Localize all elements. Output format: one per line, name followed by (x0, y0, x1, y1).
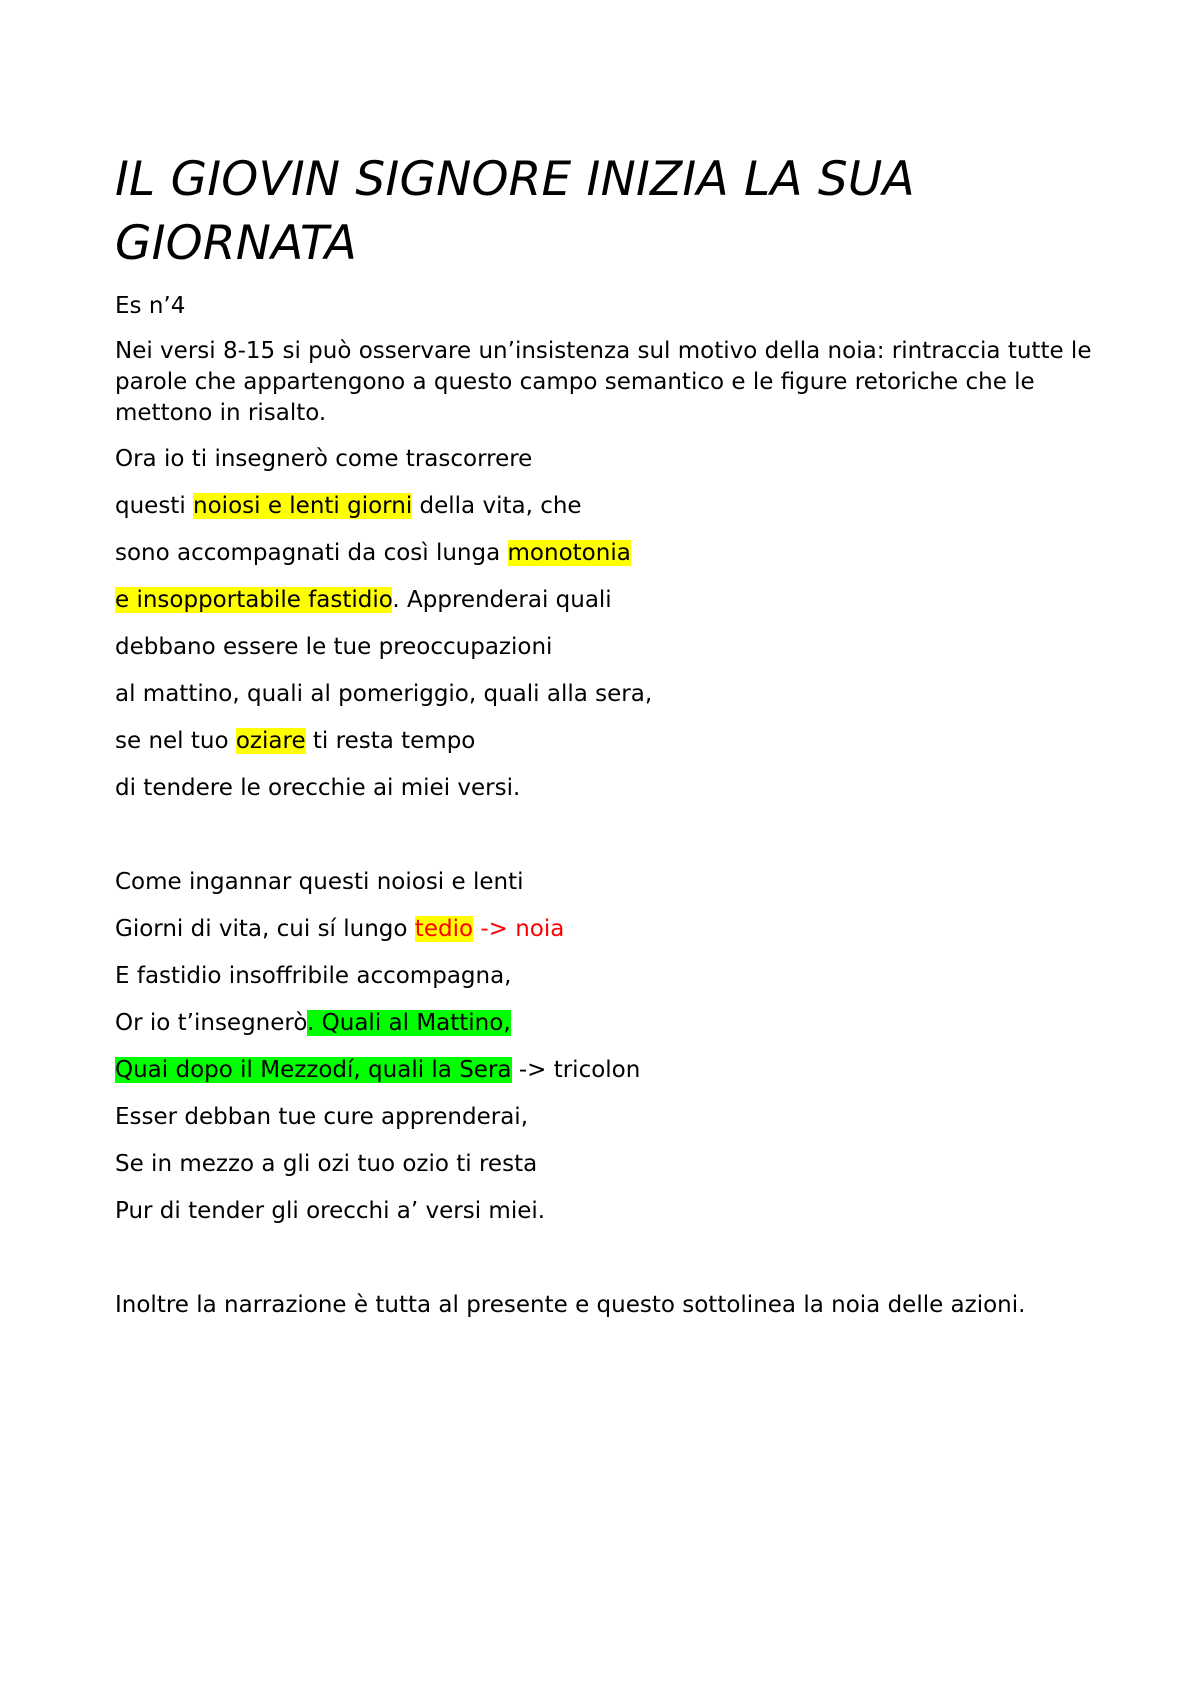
annotation-note: -> tricolon (511, 1057, 641, 1083)
conclusion-text: Inoltre la narrazione è tutta al presente e questo sottolinea la noia delle azioni. (115, 1292, 1026, 1318)
original-line-5 (115, 1054, 640, 1086)
highlight-yellow: oziare (235, 728, 306, 754)
annotation-note: -> noia (473, 916, 565, 942)
verse-text: Come ingannar questi noiosi e lenti (115, 869, 524, 895)
paraphrase-text: debbano essere le tue preoccupazioni (115, 634, 553, 660)
paraphrase-text: della vita, che (412, 493, 582, 519)
verse-text: Se in mezzo a gli ozi tuo ozio ti resta (115, 1151, 538, 1177)
verse-text: E fastidio insoffribile accompagna, (115, 963, 512, 989)
paraphrase-line-1 (115, 443, 532, 475)
paraphrase-text: questi (115, 493, 194, 519)
document-title: IL GIOVIN SIGNORE INIZIA LA SUA GIORNATA (115, 152, 915, 271)
original-line-8 (115, 1195, 545, 1227)
paraphrase-text: sono accompagnati da così lunga (115, 540, 508, 566)
paraphrase-line-4 (115, 584, 612, 616)
paraphrase-line-3 (115, 537, 631, 569)
highlight-yellow: monotonia (507, 540, 631, 566)
highlight-yellow: e insopportabile fastidio (115, 587, 393, 613)
paraphrase-text: al mattino, quali al pomeriggio, quali alla sera, (115, 681, 653, 707)
paraphrase-line-6 (115, 678, 652, 710)
highlight-yellow: noiosi e lenti giorni (193, 493, 413, 519)
paraphrase-text: Ora io ti insegnerò come trascorrere (115, 446, 533, 472)
verse-text: Giorni di vita, cui sí lungo (115, 916, 415, 942)
paraphrase-line-7 (115, 725, 475, 757)
original-line-6 (115, 1101, 528, 1133)
verse-text: Esser debban tue cure apprenderai, (115, 1104, 529, 1130)
paraphrase-text: di tendere le orecchie ai miei versi. (115, 775, 521, 801)
original-line-7 (115, 1148, 537, 1180)
paraphrase-text: ti resta tempo (305, 728, 476, 754)
exercise-number: Es n’4 (115, 293, 186, 319)
highlight-green: . Quali al Mattino, (307, 1010, 511, 1036)
paraphrase-line-8 (115, 772, 520, 804)
paraphrase-line-5 (115, 631, 552, 663)
paraphrase-line-2 (115, 490, 582, 522)
highlight-green: Quai dopo il Mezzodí, quali la Sera (115, 1057, 512, 1083)
original-line-1 (115, 866, 524, 898)
paraphrase-text: se nel tuo (115, 728, 236, 754)
original-line-3 (115, 960, 512, 992)
exercise-question: Nei versi 8-15 si può osservare un’insistenza sul motivo della noia: rintraccia tutte le parole che appartengono a questo campo semantico e le figure retoriche che le mettono in risalto. (115, 338, 1092, 426)
original-line-4 (115, 1007, 511, 1039)
verse-text: Pur di tender gli orecchi a’ versi miei. (115, 1198, 546, 1224)
original-line-2 (115, 913, 564, 945)
paraphrase-text: . Apprenderai quali (392, 587, 612, 613)
highlight-yellow: tedio (414, 916, 474, 942)
verse-text: Or io t’insegnerò (115, 1010, 308, 1036)
